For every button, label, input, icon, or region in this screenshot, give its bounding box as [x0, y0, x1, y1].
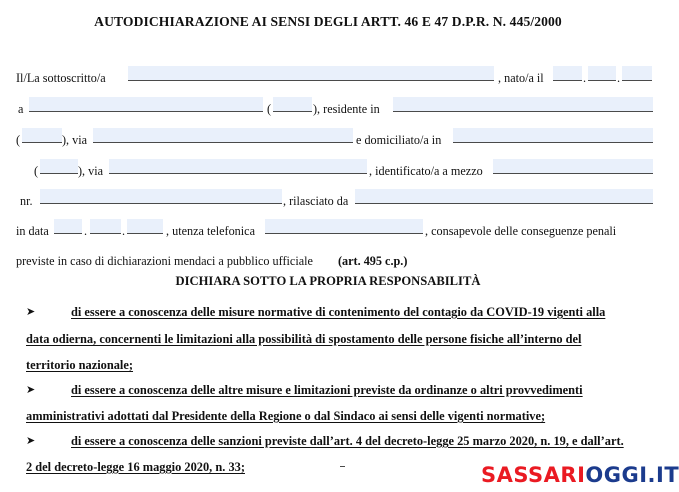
label-via: ), via: [78, 164, 104, 178]
phone-field[interactable]: [265, 219, 423, 234]
paren-open: (: [34, 164, 39, 178]
arrow-bullet-icon: ➤: [26, 435, 36, 447]
declaration-item-line: di essere a conoscenza delle misure normative di contenimento del contagio da COVID-19 vigenti alla: [71, 305, 606, 319]
label-nato-il: , nato/a il: [498, 71, 544, 85]
issue-year-field[interactable]: [127, 219, 163, 234]
id-document-field[interactable]: [493, 159, 653, 174]
declaration-item-line: di essere a conoscenza delle altre misure e limitazioni previste da ordinanze o altri provvedimenti: [71, 383, 583, 397]
declaration-item-line: 2 del decreto-legge 16 maggio 2020, n. 33;: [26, 460, 245, 474]
issuer-field[interactable]: [355, 189, 653, 204]
residence-field[interactable]: [393, 97, 653, 112]
label-in-data: in data: [16, 224, 49, 238]
residence-province-field[interactable]: [22, 128, 62, 143]
label-identificato: , identificato/a a mezzo: [369, 164, 483, 178]
birth-day-field[interactable]: [553, 66, 582, 81]
date-separator: .: [583, 71, 587, 85]
arrow-bullet-icon: ➤: [26, 384, 36, 396]
label-consapevole: , consapevole delle conseguenze penali: [425, 224, 617, 238]
birth-province-field[interactable]: [273, 97, 312, 112]
domicile-street-field[interactable]: [109, 159, 367, 174]
birth-year-field[interactable]: [622, 66, 652, 81]
issue-month-field[interactable]: [90, 219, 121, 234]
date-separator: .: [84, 224, 88, 238]
label-via: ), via: [62, 133, 88, 147]
domicile-province-field[interactable]: [40, 159, 78, 174]
birth-month-field[interactable]: [588, 66, 616, 81]
declaration-heading: DICHIARA SOTTO LA PROPRIA RESPONSABILITÀ: [175, 274, 481, 288]
stray-mark: [340, 466, 345, 467]
declaration-item-line: data odierna, concernenti le limitazioni alla possibilità di spostamento delle persone fisiche all’interno del: [26, 332, 582, 346]
issue-day-field[interactable]: [54, 219, 82, 234]
label-utenza-telefonica: , utenza telefonica: [166, 224, 255, 238]
name-field[interactable]: [128, 66, 494, 81]
birth-place-field[interactable]: [29, 97, 263, 112]
label-residente-in: ), residente in: [313, 102, 380, 116]
label-domiciliato-in: e domiciliato/a in: [356, 133, 442, 147]
residence-street-field[interactable]: [93, 128, 353, 143]
paren-open: (: [267, 102, 272, 116]
label-a: a: [18, 102, 24, 116]
label-art-495: (art. 495 c.p.): [338, 254, 408, 268]
label-nr: nr.: [20, 194, 33, 208]
domicile-field[interactable]: [453, 128, 653, 143]
date-separator: .: [617, 71, 621, 85]
declaration-item-line: di essere a conoscenza delle sanzioni previste dall’art. 4 del decreto-legge 25 marzo 2020, n. 19, e dall’art.: [71, 434, 624, 448]
declaration-item-line: territorio nazionale;: [26, 358, 134, 372]
document-title: AUTODICHIARAZIONE AI SENSI DEGLI ARTT. 46 E 47 D.P.R. N. 445/2000: [94, 14, 562, 29]
document-number-field[interactable]: [40, 189, 282, 204]
brand-watermark: SASSARIOGGI.IT: [481, 463, 679, 487]
label-sottoscritto: Il/La sottoscritto/a: [16, 71, 106, 85]
label-previste: previste in caso di dichiarazioni mendaci a pubblico ufficiale: [16, 254, 313, 268]
paren-open: (: [16, 133, 21, 147]
declaration-item-line: amministrativi adottati dal Presidente della Regione o dal Sindaco ai sensi delle vigenti normative;: [26, 409, 546, 423]
label-rilasciato-da: , rilasciato da: [283, 194, 349, 208]
date-separator: .: [122, 224, 126, 238]
arrow-bullet-icon: ➤: [26, 306, 36, 318]
